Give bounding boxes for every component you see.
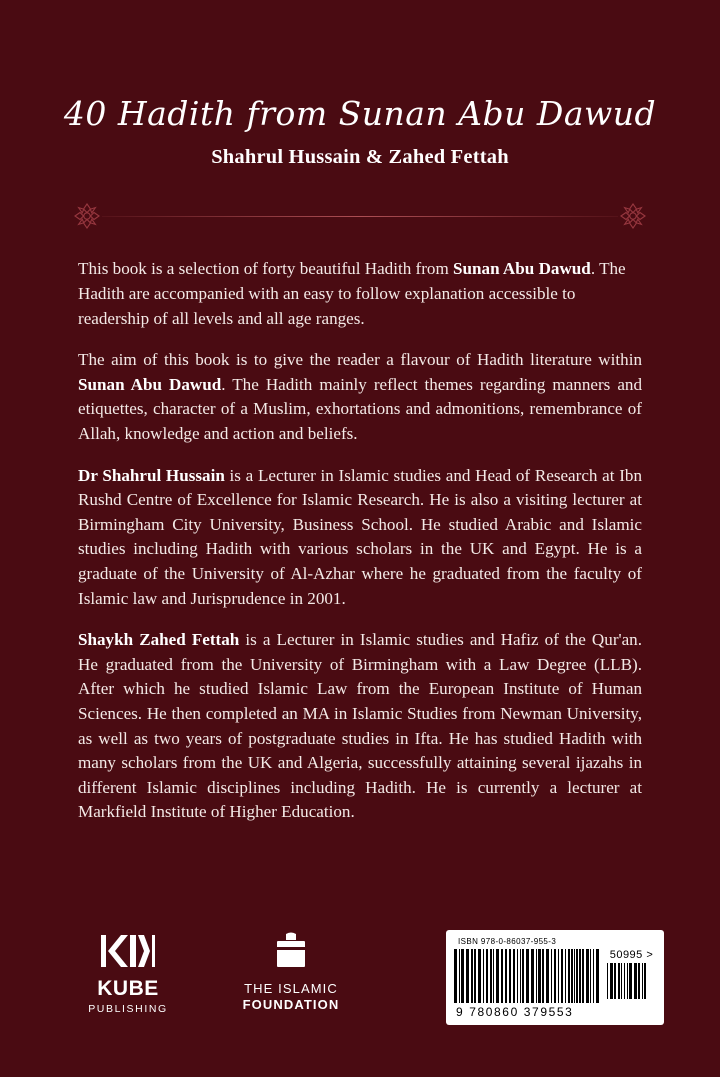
islamic-foundation-line2: FOUNDATION [242, 997, 340, 1013]
kube-name: KUBE [97, 977, 159, 1000]
ornamental-divider [0, 201, 720, 231]
blurb-paragraph [78, 464, 642, 612]
islamic-foundation-logo [232, 931, 350, 1014]
rosette-right-icon [618, 201, 648, 231]
cover-footer [0, 902, 720, 1077]
title-block [0, 0, 720, 169]
publisher-logos [80, 931, 350, 1015]
blurb-text: is a Lecturer in Islamic studies and Hafiz of the Qur'an. He graduated from the University of Birmingham with a Law Degree (LLB). After which he studied Islamic Law from the European Institute of Human Sciences. He then completed an MA in Islamic Studies from Newman University, as well as two years of postgraduate studies in Ifta. He has studied Hadith with many scholars from the UK and Algeria, successfully attaining several ijazahs in different Islamic disciplines including Hadith. He is currently a lecturer at Markfield Institute of Higher Education. [78, 630, 643, 822]
blurb-text: . The Hadith mainly reflect themes regarding manners and etiquettes, character of a Muslim, exhortations and admonitions, remembrance of Allah, knowledge and action and beliefs. [78, 374, 643, 443]
barcode-bars-row [454, 949, 656, 1019]
blurb-text: This book is a selection of forty beautiful Hadith from [78, 259, 454, 279]
barcode-block [446, 930, 664, 1025]
blurb-paragraph [78, 257, 642, 331]
divider-rule [102, 216, 618, 217]
blurb-paragraph [78, 628, 642, 825]
kube-publishing-logo [80, 931, 176, 1015]
authors-line: Shahrul Hussain & Zahed Fettah [211, 146, 509, 169]
blurb-paragraph [78, 348, 642, 446]
blurb-text: is a Lecturer in Islamic studies and Head of Research at Ibn Rushd Centre of Excellence for Islamic Research. He is also a visiting lecturer at Birmingham City University, Business School. He studied Arabic and Islamic studies including Hadith with various scholars in the UK and Egypt. He is a graduate of the University of Al-Azhar where he graduated from the faculty of Islamic law and Jurisprudence in 2001. [78, 465, 642, 608]
ean13-barcode [454, 949, 601, 1003]
blurb-emphasis: Shaykh Zahed Fettah [78, 630, 240, 650]
rosette-left-icon [72, 201, 102, 231]
addon-digits: 50995 > [609, 949, 654, 961]
ean13-digits: 9 780860 379553 [456, 1005, 574, 1019]
blurb-text: . The Hadith are accompanied with an easy to follow explanation accessible to readership of all levels and all age ranges. [78, 259, 626, 328]
addon-barcode [607, 963, 656, 999]
blurb-emphasis: Dr Shahrul Hussain [78, 465, 225, 485]
blurb-text: The aim of this book is to give the reader a flavour of Hadith literature within [78, 350, 642, 370]
barcode-addon [607, 949, 656, 999]
isbn-label: ISBN 978-0-86037-955-3 [458, 937, 557, 946]
kaaba-icon [272, 931, 310, 971]
kube-logo-icon [97, 931, 159, 971]
blurb-emphasis: Sunan Abu Dawud [78, 374, 222, 394]
islamic-foundation-line1: THE ISLAMIC [244, 981, 338, 996]
kube-subtitle: PUBLISHING [88, 1003, 168, 1015]
page-title: 40 Hadith from Sunan Abu Dawud [63, 94, 657, 133]
back-cover-blurb [0, 231, 720, 842]
blurb-emphasis: Sunan Abu Dawud [453, 259, 591, 279]
